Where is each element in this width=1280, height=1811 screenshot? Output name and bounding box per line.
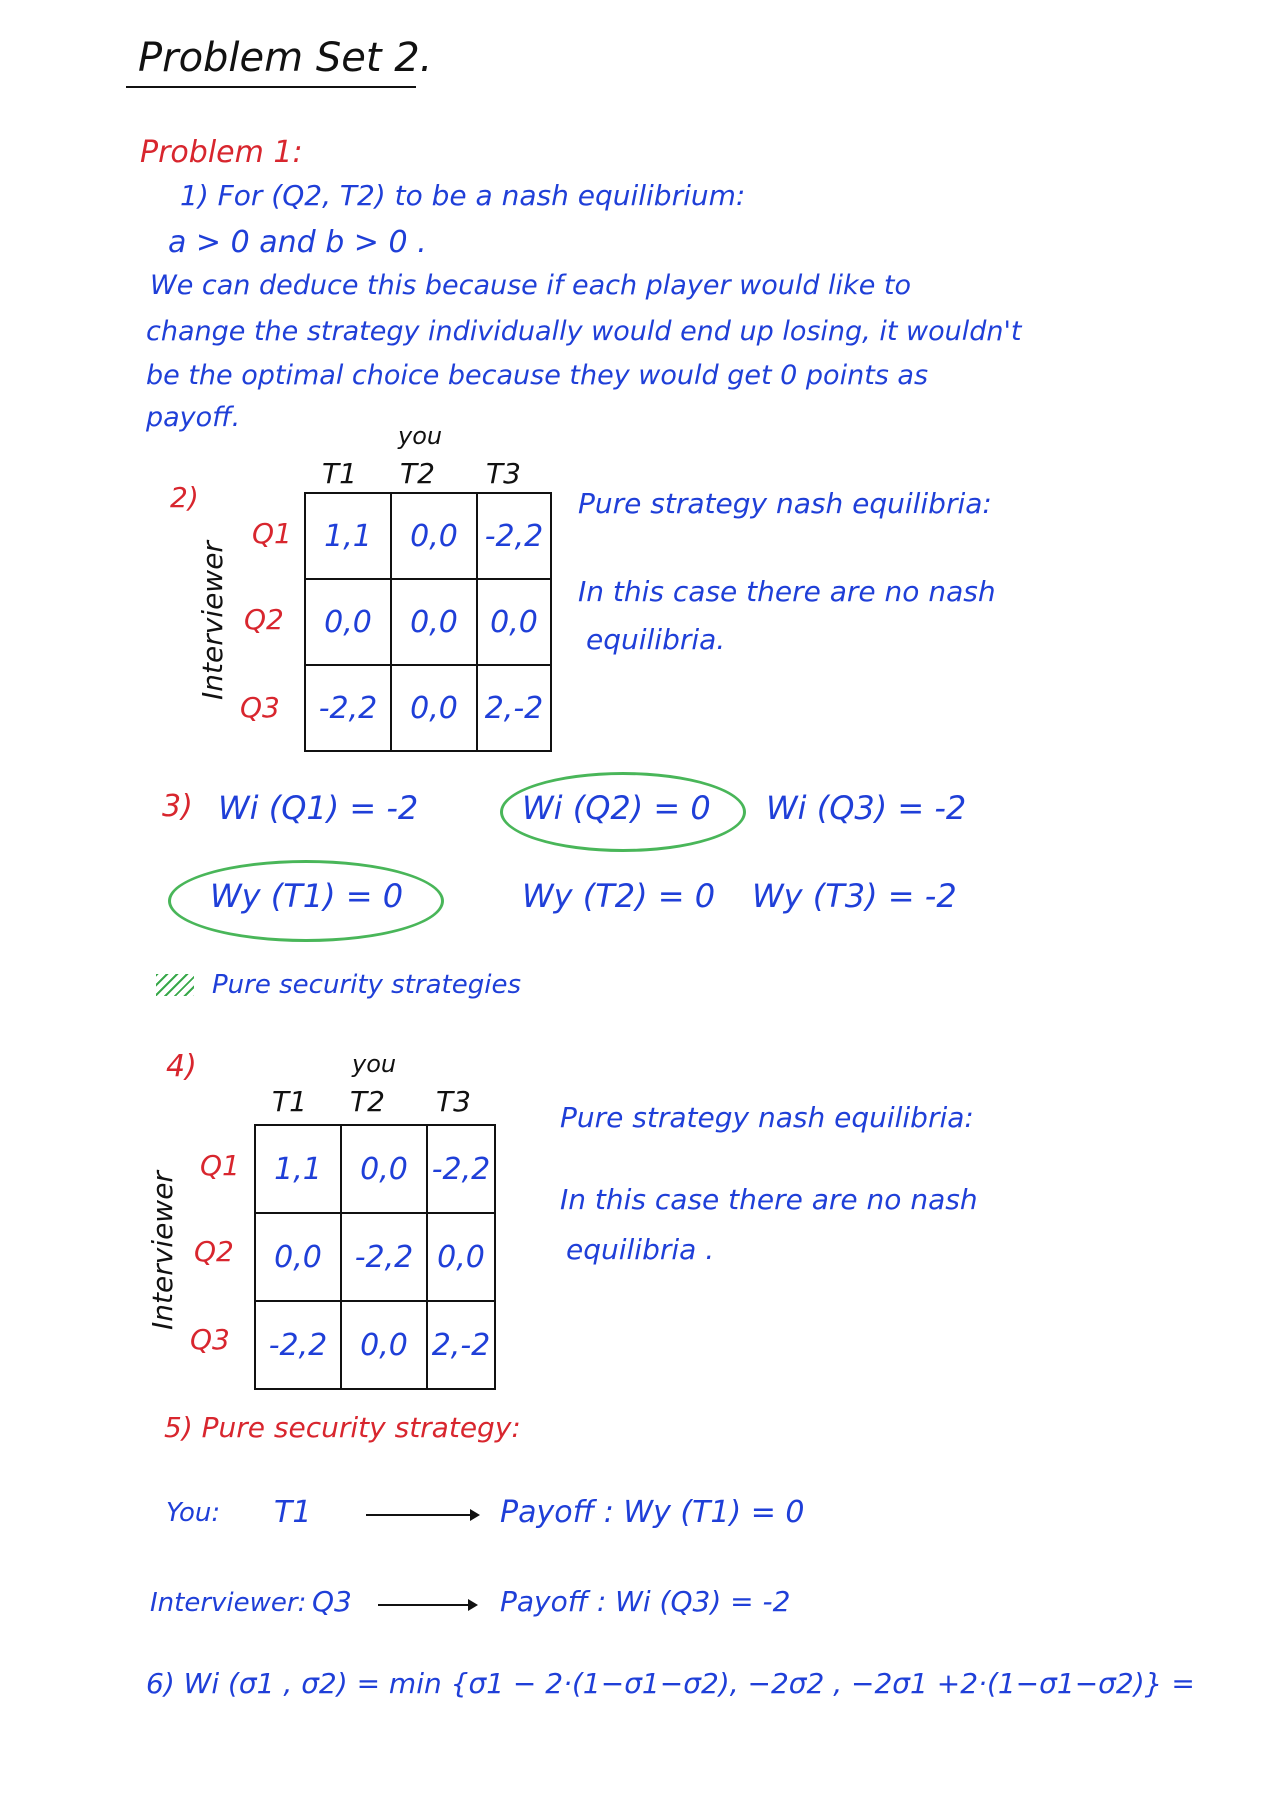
part1-condition: a > 0 and b > 0 . <box>168 225 427 260</box>
row-header: Q1 <box>252 517 292 550</box>
matrix-cell: 0,0 <box>391 665 477 751</box>
page-title: Problem Set 2. <box>138 35 433 81</box>
problem-heading: Problem 1: <box>140 135 303 170</box>
row-header: Q3 <box>190 1323 230 1356</box>
part4-label: 4) <box>166 1049 197 1084</box>
part1-para-line: payoff. <box>146 402 241 433</box>
matrix-cell: 0,0 <box>477 579 551 665</box>
part3-legend: Pure security strategies <box>212 970 522 1000</box>
part4-note-line: equilibria . <box>566 1233 715 1266</box>
matrix-cell: 1,1 <box>255 1125 341 1213</box>
you-payoff: Payoff : Wy (T1) = 0 <box>500 1495 805 1530</box>
column-header: T1 <box>322 457 357 490</box>
part1-para-line: We can deduce this because if each player would like to <box>150 270 911 301</box>
part1-statement: 1) For (Q2, T2) to be a nash equilibrium: <box>180 179 746 212</box>
matrix-cell: 0,0 <box>391 579 477 665</box>
wi-q1: Wi (Q1) = -2 <box>218 789 419 827</box>
matrix-cell: 0,0 <box>341 1125 427 1213</box>
column-header: T2 <box>400 457 435 490</box>
matrix-cell: 0,0 <box>341 1301 427 1389</box>
wy-t1: Wy (T1) = 0 <box>210 877 404 915</box>
wy-t3: Wy (T3) = -2 <box>752 877 957 915</box>
matrix-row <box>255 1125 495 1213</box>
row-player-label: Interviewer <box>196 541 229 700</box>
part1-para-line: change the strategy individually would end up losing, it wouldn't <box>146 316 1022 347</box>
part5-label: 5) Pure security strategy: <box>164 1411 521 1444</box>
matrix-row <box>305 579 551 665</box>
wi-q3: Wi (Q3) = -2 <box>766 789 967 827</box>
row-header: Q2 <box>244 603 284 636</box>
matrix-cell: -2,2 <box>477 493 551 579</box>
matrix-cell: 1,1 <box>305 493 391 579</box>
column-header: T3 <box>436 1085 471 1118</box>
interviewer-label: Interviewer: <box>150 1588 307 1618</box>
wi-q2: Wi (Q2) = 0 <box>522 789 711 827</box>
part2-note-line: In this case there are no nash <box>578 575 996 608</box>
matrix-row <box>305 493 551 579</box>
payoff-matrix-2 <box>254 1124 496 1390</box>
payoff-matrix-1 <box>304 492 552 752</box>
part2-note-title: Pure strategy nash equilibria: <box>578 487 992 520</box>
interviewer-strategy: Q3 <box>312 1585 352 1618</box>
arrow-right-icon <box>378 1604 476 1606</box>
column-header: T3 <box>486 457 521 490</box>
title-underline <box>126 86 416 88</box>
matrix-cell: 0,0 <box>427 1213 495 1301</box>
matrix-row <box>305 665 551 751</box>
interviewer-payoff: Payoff : Wi (Q3) = -2 <box>500 1585 791 1618</box>
matrix-cell: 2,-2 <box>477 665 551 751</box>
part6-equation: 6) Wi (σ1 , σ2) = min {σ1 − 2·(1−σ1−σ2), −2σ2 , −2σ1 +2·(1−σ1−σ2)} = <box>146 1667 1195 1700</box>
matrix-cell: -2,2 <box>305 665 391 751</box>
column-player-label: you <box>352 1050 397 1078</box>
matrix-cell: 0,0 <box>305 579 391 665</box>
matrix-cell: -2,2 <box>427 1125 495 1213</box>
matrix-cell: -2,2 <box>255 1301 341 1389</box>
part2-label: 2) <box>170 481 199 514</box>
part2-note-line: equilibria. <box>586 623 726 656</box>
column-player-label: you <box>398 422 443 450</box>
row-header: Q3 <box>240 691 280 724</box>
part3-label: 3) <box>162 789 193 824</box>
matrix-row <box>255 1301 495 1389</box>
wy-t2: Wy (T2) = 0 <box>522 877 716 915</box>
row-header: Q1 <box>200 1149 240 1182</box>
you-strategy: T1 <box>274 1495 312 1530</box>
green-legend-swatch <box>156 974 194 996</box>
part4-note-line: In this case there are no nash <box>560 1183 978 1216</box>
column-header: T1 <box>272 1085 307 1118</box>
matrix-cell: -2,2 <box>341 1213 427 1301</box>
row-header: Q2 <box>194 1235 234 1268</box>
column-header: T2 <box>350 1085 385 1118</box>
matrix-cell: 0,0 <box>255 1213 341 1301</box>
part1-para-line: be the optimal choice because they would get 0 points as <box>146 360 929 391</box>
matrix-cell: 0,0 <box>391 493 477 579</box>
you-label: You: <box>166 1498 221 1528</box>
part4-note-title: Pure strategy nash equilibria: <box>560 1101 974 1134</box>
matrix-row <box>255 1213 495 1301</box>
arrow-right-icon <box>366 1514 478 1516</box>
matrix-cell: 2,-2 <box>427 1301 495 1389</box>
row-player-label: Interviewer <box>146 1171 179 1330</box>
